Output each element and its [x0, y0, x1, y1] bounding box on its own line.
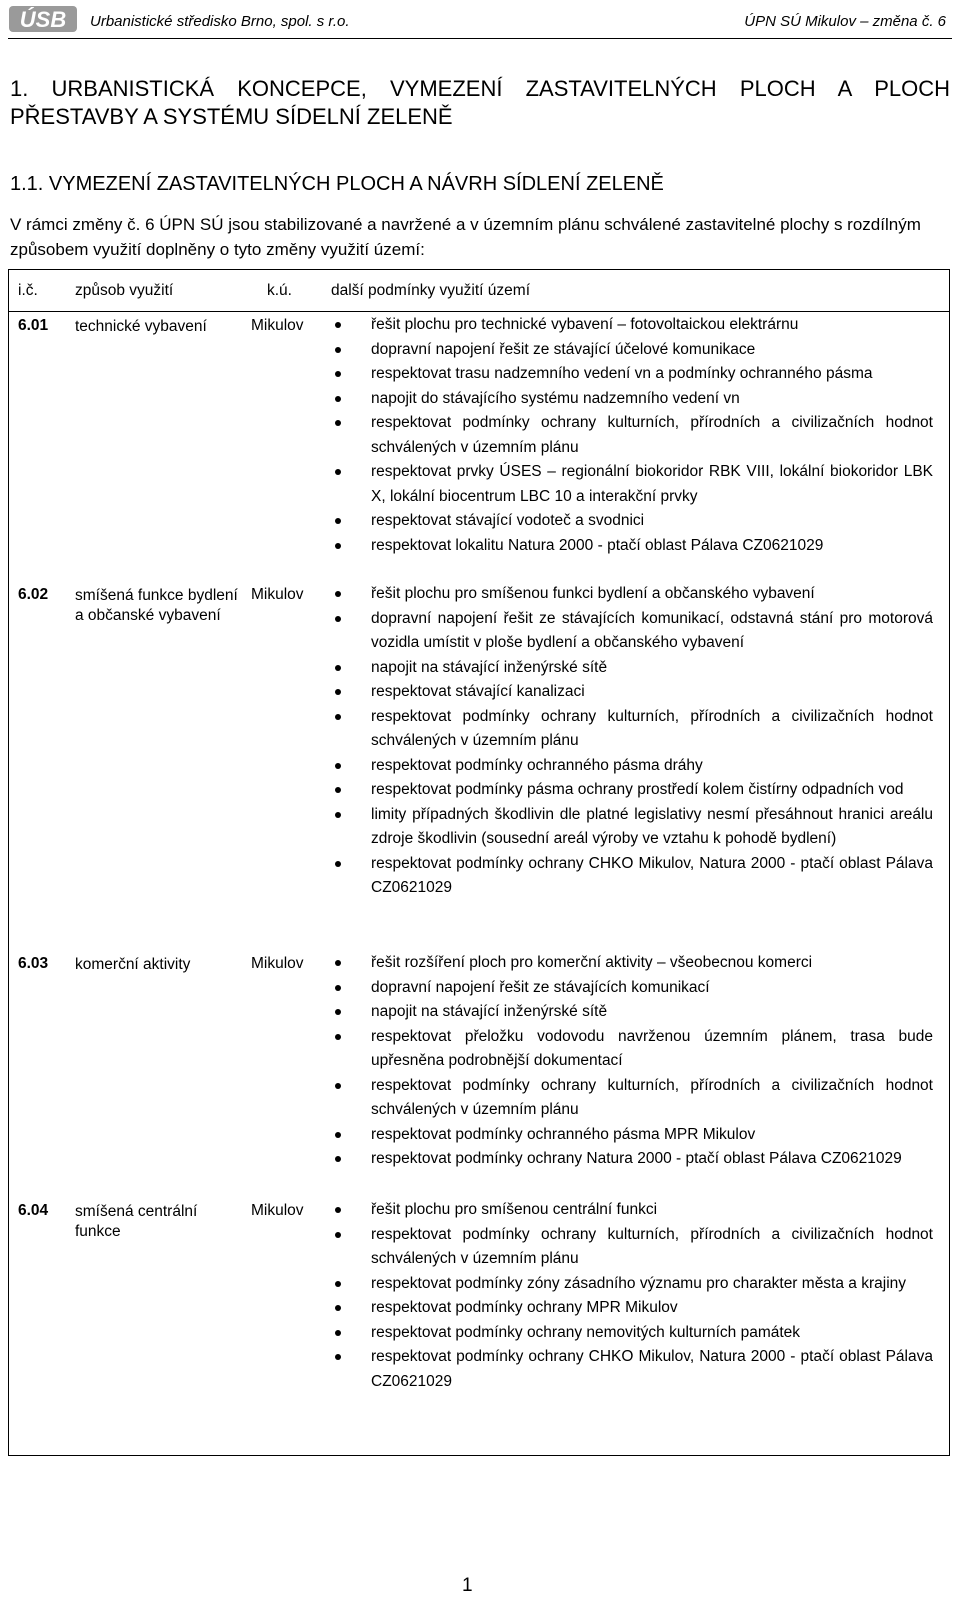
condition-text: respektovat podmínky ochrany nemovitých kulturních památek — [371, 1323, 801, 1341]
condition-item — [333, 803, 933, 852]
condition-text: respektovat stávající vodoteč a svodnici — [371, 512, 645, 529]
bullet-icon — [335, 1083, 341, 1089]
condition-text: respektovat trasu nadzemního vedení vn a podmínky ochranného pásma — [371, 365, 873, 382]
condition-item — [333, 1123, 933, 1148]
condition-item — [333, 754, 933, 779]
condition-item — [333, 313, 933, 338]
row-num: 6.03 — [18, 955, 49, 972]
row-conditions — [333, 582, 933, 901]
row-ku: Mikulov — [251, 586, 304, 603]
condition-item — [333, 582, 933, 607]
condition-text: respektovat podmínky ochrany kulturních, přírodních a civilizačních hodnot schválených v územním plánu — [371, 1225, 933, 1267]
row-num: 6.02 — [18, 586, 49, 603]
svg-text:ÚSB: ÚSB — [19, 7, 67, 32]
condition-text: řešit plochu pro smíšenou funkci bydlení a občanského vybavení — [371, 585, 815, 602]
condition-item — [333, 1147, 933, 1172]
condition-item — [333, 509, 933, 534]
condition-text: respektovat lokalitu Natura 2000 - ptačí oblast Pálava CZ0621029 — [371, 536, 824, 554]
condition-text: napojit do stávajícího systému nadzemního vedení vn — [371, 389, 740, 407]
condition-text: respektovat podmínky ochrany CHKO Mikulov, Natura 2000 - ptačí oblast Pálava CZ0621029 — [371, 1348, 933, 1390]
condition-item — [333, 362, 933, 387]
condition-text: respektovat podmínky ochrany kulturních, přírodních a civilizačních hodnot schválených v územním plánu — [371, 414, 933, 456]
bullet-icon — [335, 960, 341, 966]
condition-text: respektovat podmínky ochrany kulturních, přírodních a civilizačních hodnot schválených v územním plánu — [371, 1076, 933, 1118]
condition-text: napojit na stávající inženýrské sítě — [371, 658, 608, 676]
bullet-icon — [335, 420, 341, 426]
condition-text: limity případných škodlivin dle platné legislativy nesmí přesáhnout hranici areálu zdroje škodlivin (sousední areál výroby ve vztahu k pohodě bydlení) — [371, 805, 933, 847]
condition-item — [333, 1272, 933, 1297]
condition-item — [333, 460, 933, 509]
header-ku: k.ú. — [267, 282, 292, 299]
condition-text: respektovat podmínky ochranného pásma dráhy — [371, 756, 703, 774]
bullet-icon — [335, 1009, 341, 1015]
condition-item — [333, 387, 933, 412]
bullet-icon — [335, 1034, 341, 1040]
bullet-icon — [335, 396, 341, 402]
condition-text: řešit plochu pro technické vybavení – fotovoltaickou elektrárnu — [371, 316, 799, 333]
condition-item — [333, 1296, 933, 1321]
condition-text: respektovat stávající kanalizaci — [371, 683, 585, 700]
condition-text: dopravní napojení řešit ze stávající účelové komunikace — [371, 340, 756, 358]
condition-text: řešit plochu pro smíšenou centrální funkci — [371, 1201, 658, 1218]
row-conditions — [333, 951, 933, 1172]
condition-item — [333, 656, 933, 681]
bullet-icon — [335, 1305, 341, 1311]
bullet-icon — [335, 347, 341, 353]
bullet-icon — [335, 985, 341, 991]
condition-item — [333, 852, 933, 901]
row-num: 6.04 — [18, 1202, 49, 1219]
condition-item — [333, 1198, 933, 1223]
condition-text: respektovat podmínky ochrany kulturních, přírodních a civilizačních hodnot schválených v územním plánu — [371, 707, 933, 749]
row-ku: Mikulov — [251, 1202, 304, 1219]
row-use: smíšená centrální funkce — [75, 1203, 198, 1240]
row-use: technické vybavení — [75, 318, 207, 335]
bullet-icon — [335, 543, 341, 549]
bullet-icon — [335, 787, 341, 793]
page-header — [8, 4, 952, 39]
section-heading: 1. URBANISTICKÁ KONCEPCE, VYMEZENÍ ZASTAVITELNÝCH PLOCH A PLOCH PŘESTAVBY A SYSTÉMU SÍDELNÍ ZELENĚ — [10, 76, 950, 129]
condition-text: řešit rozšíření ploch pro komerční aktivity – všeobecnou komerci — [371, 954, 813, 971]
condition-text: respektovat prvky ÚSES – regionální biokoridor RBK VIII, lokální biokoridor LBK X, lokální biocentrum LBC 10 a interakční prvky — [371, 463, 933, 505]
land-use-table — [8, 269, 950, 1456]
bullet-icon — [335, 616, 341, 622]
page-number: 1 — [462, 1575, 473, 1596]
condition-text: respektovat podmínky ochrany CHKO Mikulov, Natura 2000 - ptačí oblast Pálava CZ0621029 — [371, 854, 933, 896]
bullet-icon — [335, 591, 341, 597]
intro-paragraph: V rámci změny č. 6 ÚPN SÚ jsou stabilizované a navržené a v územním plánu schválené zastavitelné plochy s rozdílným způsobem využití doplněny o tyto změny využití území: — [10, 215, 921, 259]
bullet-icon — [335, 469, 341, 475]
table-header — [9, 270, 949, 312]
condition-item — [333, 1025, 933, 1074]
bullet-icon — [335, 763, 341, 769]
condition-item — [333, 1345, 933, 1394]
condition-item — [333, 976, 933, 1001]
condition-item — [333, 951, 933, 976]
header-document: ÚPN SÚ Mikulov – změna č. 6 — [744, 13, 946, 30]
bullet-icon — [335, 1132, 341, 1138]
condition-item — [333, 705, 933, 754]
condition-text: respektovat podmínky ochrany MPR Mikulov — [371, 1299, 678, 1316]
row-ku: Mikulov — [251, 317, 304, 334]
condition-text: respektovat přeložku vodovodu navrženou územním plánem, trasa bude upřesněna podrobnější dokumentací — [371, 1027, 933, 1069]
header-company: Urbanistické středisko Brno, spol. s r.o. — [90, 13, 350, 30]
condition-item — [333, 534, 933, 559]
subsection-heading: 1.1. VYMEZENÍ ZASTAVITELNÝCH PLOCH A NÁVRH SÍDLENÍ ZELENĚ — [10, 173, 664, 195]
condition-item — [333, 778, 933, 803]
header-conditions: další podmínky využití území — [331, 282, 530, 299]
row-num: 6.01 — [18, 317, 49, 334]
bullet-icon — [335, 1330, 341, 1336]
condition-item — [333, 607, 933, 656]
condition-item — [333, 411, 933, 460]
header-use: způsob využití — [75, 282, 174, 299]
row-use: komerční aktivity — [75, 956, 191, 973]
condition-item — [333, 680, 933, 705]
condition-item — [333, 1321, 933, 1346]
bullet-icon — [335, 812, 341, 818]
condition-text: respektovat podmínky ochrany Natura 2000 - ptačí oblast Pálava CZ0621029 — [371, 1150, 902, 1167]
bullet-icon — [335, 1232, 341, 1238]
condition-item — [333, 338, 933, 363]
condition-item — [333, 1074, 933, 1123]
bullet-icon — [335, 1354, 341, 1360]
condition-item — [333, 1000, 933, 1025]
bullet-icon — [335, 518, 341, 524]
bullet-icon — [335, 861, 341, 867]
condition-item — [333, 1223, 933, 1272]
row-conditions — [333, 313, 933, 558]
row-use: smíšená funkce bydlení a občanské vybavení — [75, 587, 238, 624]
bullet-icon — [335, 371, 341, 377]
bullet-icon — [335, 322, 341, 328]
condition-text: respektovat podmínky ochranného pásma MPR Mikulov — [371, 1125, 756, 1143]
condition-text: respektovat podmínky zóny zásadního významu pro charakter města a krajiny — [371, 1274, 907, 1292]
bullet-icon — [335, 689, 341, 695]
usb-logo — [8, 4, 78, 34]
row-conditions — [333, 1198, 933, 1394]
bullet-icon — [335, 1156, 341, 1162]
bullet-icon — [335, 665, 341, 671]
condition-text: dopravní napojení řešit ze stávajících komunikací — [371, 978, 710, 996]
condition-text: dopravní napojení řešit ze stávajících komunikací, odstavná stání pro motorová vozidla umístit v ploše bydlení a občanského vybavení — [371, 609, 933, 651]
condition-text: napojit na stávající inženýrské sítě — [371, 1003, 608, 1020]
header-num: i.č. — [18, 282, 38, 299]
row-ku: Mikulov — [251, 955, 304, 972]
bullet-icon — [335, 1281, 341, 1287]
bullet-icon — [335, 1207, 341, 1213]
bullet-icon — [335, 714, 341, 720]
condition-text: respektovat podmínky pásma ochrany prostředí kolem čistírny odpadních vod — [371, 781, 904, 798]
